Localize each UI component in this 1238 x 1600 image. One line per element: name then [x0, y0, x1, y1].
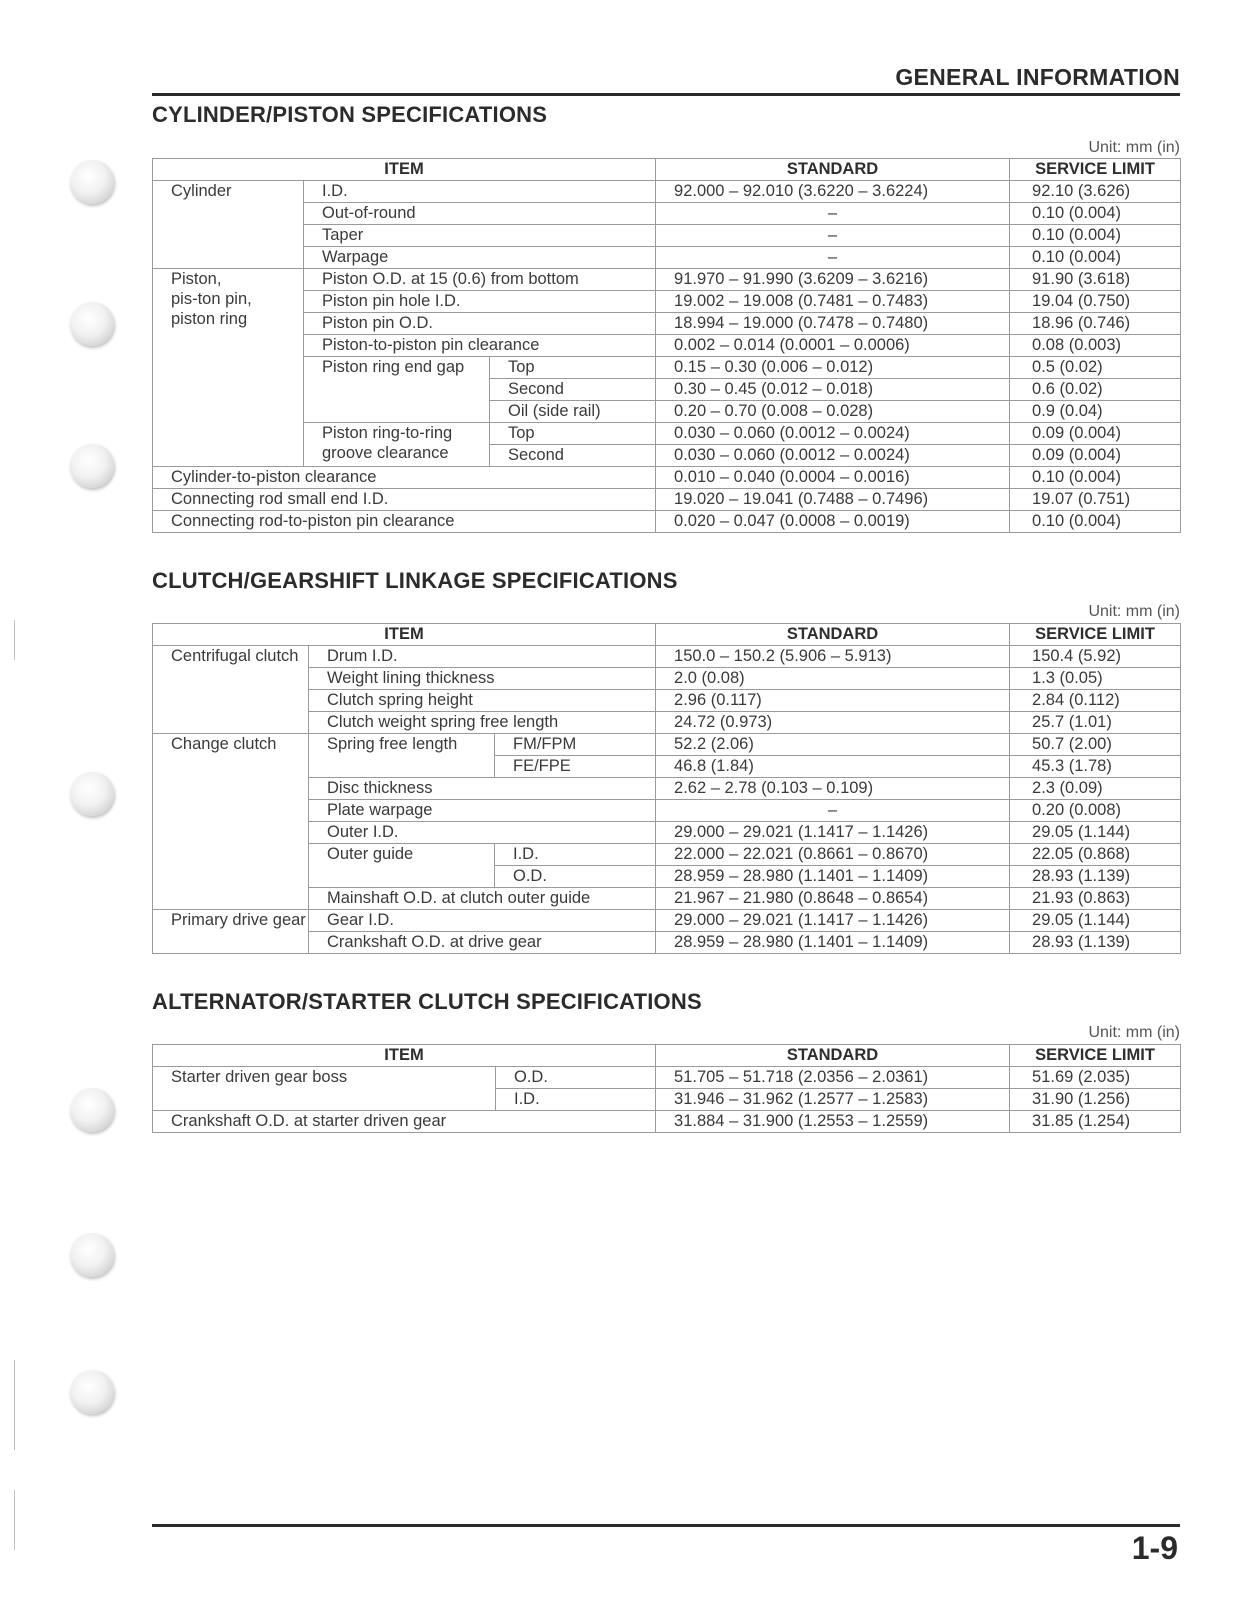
column-header-standard: STANDARD	[656, 1045, 1010, 1067]
table-row	[153, 291, 1181, 313]
punch-hole	[70, 160, 114, 204]
table-row	[153, 247, 1181, 269]
item-cell: Top	[490, 357, 656, 379]
column-header-item: ITEM	[153, 159, 656, 181]
standard-cell: –	[656, 225, 1010, 247]
limit-cell: 0.10 (0.004)	[1010, 511, 1181, 533]
item-cell: I.D.	[496, 1089, 656, 1111]
standard-cell: 46.8 (1.84)	[656, 756, 1010, 778]
table-header-row	[153, 159, 1181, 181]
punch-hole	[70, 302, 114, 346]
limit-cell: 31.85 (1.254)	[1010, 1111, 1181, 1133]
table-row	[153, 646, 1181, 668]
punch-hole	[70, 1088, 114, 1132]
column-header-service-limit: SERVICE LIMIT	[1010, 159, 1181, 181]
limit-cell: 51.69 (2.035)	[1010, 1067, 1181, 1089]
limit-cell: 21.93 (0.863)	[1010, 888, 1181, 910]
header-rule	[152, 93, 1180, 96]
item-cell: Piston O.D. at 15 (0.6) from bottom	[304, 269, 656, 291]
item-cell: O.D.	[496, 1067, 656, 1089]
item-cell: Plate warpage	[309, 800, 656, 822]
limit-cell: 0.10 (0.004)	[1010, 203, 1181, 225]
item-cell: Cylinder-to-piston clearance	[153, 467, 656, 489]
item-cell: Crankshaft O.D. at starter driven gear	[153, 1111, 656, 1133]
table-row	[153, 511, 1181, 533]
punch-hole	[70, 444, 114, 488]
alternator-starter-table	[152, 1044, 1181, 1133]
limit-cell: 2.84 (0.112)	[1010, 690, 1181, 712]
sub-group-label: Piston ring end gap	[304, 357, 490, 423]
item-cell: Connecting rod-to-piston pin clearance	[153, 511, 656, 533]
standard-cell: 52.2 (2.06)	[656, 734, 1010, 756]
table-row	[153, 467, 1181, 489]
standard-cell: –	[656, 203, 1010, 225]
standard-cell: 31.946 – 31.962 (1.2577 – 1.2583)	[656, 1089, 1010, 1111]
limit-cell: 19.04 (0.750)	[1010, 291, 1181, 313]
column-header-service-limit: SERVICE LIMIT	[1010, 1045, 1181, 1067]
table-row	[153, 423, 1181, 445]
item-cell: Connecting rod small end I.D.	[153, 489, 656, 511]
item-cell: FE/FPE	[495, 756, 656, 778]
limit-cell: 150.4 (5.92)	[1010, 646, 1181, 668]
column-header-standard: STANDARD	[656, 624, 1010, 646]
limit-cell: 28.93 (1.139)	[1010, 932, 1181, 954]
item-cell: Crankshaft O.D. at drive gear	[309, 932, 656, 954]
group-label: Change clutch	[153, 734, 309, 910]
limit-cell: 18.96 (0.746)	[1010, 313, 1181, 335]
column-header-service-limit: SERVICE LIMIT	[1010, 624, 1181, 646]
item-cell: O.D.	[495, 866, 656, 888]
item-cell: Warpage	[304, 247, 656, 269]
limit-cell: 50.7 (2.00)	[1010, 734, 1181, 756]
limit-cell: 0.5 (0.02)	[1010, 357, 1181, 379]
standard-cell: 28.959 – 28.980 (1.1401 – 1.1409)	[656, 866, 1010, 888]
footer-rule	[152, 1524, 1180, 1527]
standard-cell: 2.62 – 2.78 (0.103 – 0.109)	[656, 778, 1010, 800]
standard-cell: 150.0 – 150.2 (5.906 – 5.913)	[656, 646, 1010, 668]
sub-group-label: Outer guide	[309, 844, 495, 888]
limit-cell: 92.10 (3.626)	[1010, 181, 1181, 203]
item-cell: Out-of-round	[304, 203, 656, 225]
limit-cell: 0.08 (0.003)	[1010, 335, 1181, 357]
item-cell: Drum I.D.	[309, 646, 656, 668]
unit-label-cylinder: Unit: mm (in)	[1088, 139, 1180, 156]
standard-cell: 31.884 – 31.900 (1.2553 – 1.2559)	[656, 1111, 1010, 1133]
table-row	[153, 1067, 1181, 1089]
group-label: Cylinder	[153, 181, 304, 269]
standard-cell: –	[656, 247, 1010, 269]
standard-cell: 0.030 – 0.060 (0.0012 – 0.0024)	[656, 423, 1010, 445]
table-row	[153, 313, 1181, 335]
table-row	[153, 269, 1181, 291]
column-header-item: ITEM	[153, 1045, 656, 1067]
group-label: Primary drive gear	[153, 910, 309, 954]
section-title-cylinder: CYLINDER/PISTON SPECIFICATIONS	[152, 102, 548, 127]
standard-cell: 2.96 (0.117)	[656, 690, 1010, 712]
standard-cell: 51.705 – 51.718 (2.0356 – 2.0361)	[656, 1067, 1010, 1089]
standard-cell: 0.010 – 0.040 (0.0004 – 0.0016)	[656, 467, 1010, 489]
limit-cell: 31.90 (1.256)	[1010, 1089, 1181, 1111]
punch-hole	[70, 1370, 114, 1414]
standard-cell: 0.002 – 0.014 (0.0001 – 0.0006)	[656, 335, 1010, 357]
limit-cell: 0.10 (0.004)	[1010, 225, 1181, 247]
sub-group-label: Spring free length	[309, 734, 495, 778]
group-label: Centrifugal clutch	[153, 646, 309, 734]
limit-cell: 19.07 (0.751)	[1010, 489, 1181, 511]
chapter-title: GENERAL INFORMATION	[895, 64, 1180, 90]
standard-cell: 29.000 – 29.021 (1.1417 – 1.1426)	[656, 910, 1010, 932]
standard-cell: 91.970 – 91.990 (3.6209 – 3.6216)	[656, 269, 1010, 291]
section-title-alternator: ALTERNATOR/STARTER CLUTCH SPECIFICATIONS	[152, 989, 702, 1014]
item-cell: Top	[490, 423, 656, 445]
item-cell: Clutch spring height	[309, 690, 656, 712]
unit-label-clutch: Unit: mm (in)	[1088, 603, 1180, 620]
cylinder-piston-table	[152, 158, 1181, 533]
table-row	[153, 489, 1181, 511]
table-row	[153, 335, 1181, 357]
limit-cell: 0.09 (0.004)	[1010, 445, 1181, 467]
table-header-row	[153, 1045, 1181, 1067]
item-cell: FM/FPM	[495, 734, 656, 756]
column-header-standard: STANDARD	[656, 159, 1010, 181]
clutch-gearshift-table	[152, 623, 1181, 954]
standard-cell: 28.959 – 28.980 (1.1401 – 1.1409)	[656, 932, 1010, 954]
table-row	[153, 203, 1181, 225]
table-row	[153, 1111, 1181, 1133]
standard-cell: 0.30 – 0.45 (0.012 – 0.018)	[656, 379, 1010, 401]
limit-cell: 1.3 (0.05)	[1010, 668, 1181, 690]
column-header-item: ITEM	[153, 624, 656, 646]
limit-cell: 0.20 (0.008)	[1010, 800, 1181, 822]
table-row	[153, 734, 1181, 756]
standard-cell: 0.030 – 0.060 (0.0012 – 0.0024)	[656, 445, 1010, 467]
table-row	[153, 225, 1181, 247]
standard-cell: 2.0 (0.08)	[656, 668, 1010, 690]
standard-cell: 0.20 – 0.70 (0.008 – 0.028)	[656, 401, 1010, 423]
section-title-clutch: CLUTCH/GEARSHIFT LINKAGE SPECIFICATIONS	[152, 568, 678, 593]
standard-cell: 24.72 (0.973)	[656, 712, 1010, 734]
limit-cell: 91.90 (3.618)	[1010, 269, 1181, 291]
limit-cell: 29.05 (1.144)	[1010, 822, 1181, 844]
item-cell: Taper	[304, 225, 656, 247]
limit-cell: 28.93 (1.139)	[1010, 866, 1181, 888]
standard-cell: 18.994 – 19.000 (0.7478 – 0.7480)	[656, 313, 1010, 335]
standard-cell: 19.002 – 19.008 (0.7481 – 0.7483)	[656, 291, 1010, 313]
table-row	[153, 181, 1181, 203]
standard-cell: 0.15 – 0.30 (0.006 – 0.012)	[656, 357, 1010, 379]
standard-cell: 21.967 – 21.980 (0.8648 – 0.8654)	[656, 888, 1010, 910]
item-cell: Clutch weight spring free length	[309, 712, 656, 734]
page-number: 1-9	[1131, 1530, 1178, 1566]
item-cell: I.D.	[495, 844, 656, 866]
item-cell: Mainshaft O.D. at clutch outer guide	[309, 888, 656, 910]
standard-cell: 22.000 – 22.021 (0.8661 – 0.8670)	[656, 844, 1010, 866]
punch-hole	[70, 1233, 114, 1277]
item-cell: Second	[490, 379, 656, 401]
group-label: Starter driven gear boss	[153, 1067, 496, 1111]
item-cell: Piston pin hole I.D.	[304, 291, 656, 313]
table-row	[153, 910, 1181, 932]
standard-cell: –	[656, 800, 1010, 822]
standard-cell: 29.000 – 29.021 (1.1417 – 1.1426)	[656, 822, 1010, 844]
item-cell: Gear I.D.	[309, 910, 656, 932]
standard-cell: 92.000 – 92.010 (3.6220 – 3.6224)	[656, 181, 1010, 203]
limit-cell: 0.09 (0.004)	[1010, 423, 1181, 445]
item-cell: I.D.	[304, 181, 656, 203]
scan-edge	[14, 1360, 15, 1450]
scan-edge	[14, 620, 15, 660]
limit-cell: 22.05 (0.868)	[1010, 844, 1181, 866]
standard-cell: 19.020 – 19.041 (0.7488 – 0.7496)	[656, 489, 1010, 511]
limit-cell: 0.10 (0.004)	[1010, 467, 1181, 489]
limit-cell: 29.05 (1.144)	[1010, 910, 1181, 932]
item-cell: Piston pin O.D.	[304, 313, 656, 335]
limit-cell: 0.6 (0.02)	[1010, 379, 1181, 401]
limit-cell: 0.10 (0.004)	[1010, 247, 1181, 269]
scan-edge	[14, 1490, 15, 1550]
item-cell: Second	[490, 445, 656, 467]
item-cell: Oil (side rail)	[490, 401, 656, 423]
unit-label-alternator: Unit: mm (in)	[1088, 1024, 1180, 1041]
limit-cell: 25.7 (1.01)	[1010, 712, 1181, 734]
table-row	[153, 357, 1181, 379]
limit-cell: 0.9 (0.04)	[1010, 401, 1181, 423]
limit-cell: 45.3 (1.78)	[1010, 756, 1181, 778]
punch-hole	[70, 772, 114, 816]
limit-cell: 2.3 (0.09)	[1010, 778, 1181, 800]
standard-cell: 0.020 – 0.047 (0.0008 – 0.0019)	[656, 511, 1010, 533]
item-cell: Outer I.D.	[309, 822, 656, 844]
table-header-row	[153, 624, 1181, 646]
item-cell: Weight lining thickness	[309, 668, 656, 690]
item-cell: Disc thickness	[309, 778, 656, 800]
group-label: Piston, pis-ton pin, piston ring	[153, 269, 304, 467]
sub-group-label: Piston ring-to-ring groove clearance	[304, 423, 490, 467]
item-cell: Piston-to-piston pin clearance	[304, 335, 656, 357]
